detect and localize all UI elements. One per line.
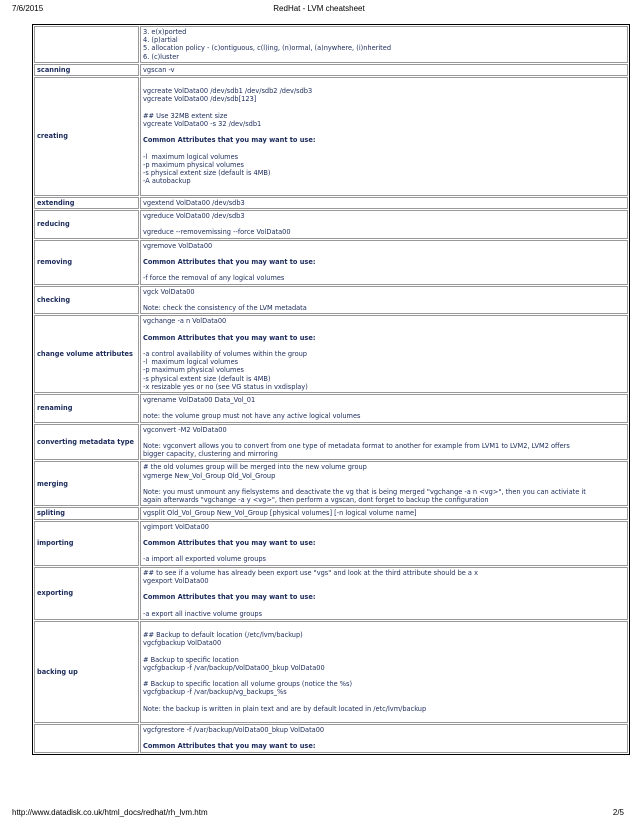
- command-line: 4. (p)artial: [143, 36, 178, 45]
- command-line: vgimport VolData00: [143, 522, 209, 531]
- command-line: vgcreate VolData00 /dev/sdb[123]: [143, 95, 257, 104]
- row-label: scanning: [34, 64, 139, 76]
- command-line: vgcfgbackup -f /var/backup/vg_backups_%s: [143, 688, 287, 697]
- command-line: vgcreate VolData00 /dev/sdb1 /dev/sdb2 /dev/sdb3: [143, 87, 313, 96]
- command-line: Common Attributes that you may want to use:: [143, 333, 316, 342]
- command-line: [143, 480, 625, 488]
- command-line: -x resizable yes or no (see VG status in vxdisplay): [143, 382, 308, 391]
- table-row: [34, 461, 628, 506]
- command-line: -a export all inactive volume groups: [143, 609, 263, 618]
- row-commands: [140, 315, 628, 393]
- table-row: [34, 724, 628, 753]
- command-line: Note: you must unmount any fielsystems and deactivate the vg that is being merged "vgchange -a n <vg>", then you can activiate it: [143, 487, 586, 496]
- command-line: vgreduce --removemissing --force VolData00: [143, 228, 291, 237]
- table-row: [34, 567, 628, 620]
- command-line: ## Use 32MB extent size: [143, 111, 228, 120]
- row-commands: [140, 521, 628, 566]
- command-line: note: the volume group must not have any active logical volumes: [143, 412, 361, 421]
- command-line: [143, 623, 625, 631]
- command-line: [143, 186, 625, 194]
- row-label: merging: [34, 461, 139, 506]
- command-line: [143, 647, 625, 655]
- row-commands: [140, 210, 628, 239]
- command-line: [143, 434, 625, 442]
- command-line: [143, 697, 625, 705]
- table-row: [34, 394, 628, 423]
- page-header: [0, 4, 638, 18]
- command-line: vgck VolData00: [143, 287, 195, 296]
- command-line: 3. e(x)ported: [143, 28, 187, 36]
- row-commands: [140, 240, 628, 285]
- source-url: http://www.datadisk.co.uk/html_docs/redhat/rh_lvm.htm: [12, 808, 208, 817]
- row-label: reducing: [34, 210, 139, 239]
- table-row: [34, 621, 628, 723]
- row-label: exporting: [34, 567, 139, 620]
- row-commands: [140, 507, 628, 519]
- command-line: [143, 601, 625, 609]
- command-line: Common Attributes that you may want to use:: [143, 593, 316, 602]
- command-line: 5. allocation policy - (c)ontiguous, c(l)ing, (n)ormal, (a)nywhere, (i)nherited: [143, 44, 392, 53]
- row-commands: [140, 724, 628, 753]
- command-line: Common Attributes that you may want to use:: [143, 257, 316, 266]
- row-label: spliting: [34, 507, 139, 519]
- row-label: backing up: [34, 621, 139, 723]
- command-line: -l maximum logical volumes: [143, 358, 239, 367]
- table-row: [34, 64, 628, 76]
- command-line: ## Backup to default location (/etc/lvm/backup): [143, 630, 303, 639]
- row-label: extending: [34, 197, 139, 209]
- command-line: [143, 296, 625, 304]
- command-line: [143, 145, 625, 153]
- row-commands: [140, 394, 628, 423]
- command-line: # Backup to specific location all volume groups (notice the %s): [143, 680, 353, 689]
- row-label: [34, 724, 139, 753]
- command-line: vgscan -v: [143, 65, 175, 74]
- command-line: # Backup to specific location: [143, 655, 239, 664]
- command-line: vgremove VolData00: [143, 241, 213, 250]
- row-commands: [140, 197, 628, 209]
- command-line: [143, 672, 625, 680]
- table-row: [34, 521, 628, 566]
- command-line: [143, 585, 625, 593]
- command-line: vgcfgbackup VolData00: [143, 639, 222, 648]
- command-line: -p maximum physical volumes: [143, 160, 244, 169]
- command-line: vgcreate VolData00 -s 32 /dev/sdb1: [143, 120, 262, 128]
- command-line: -s physical extent size (default is 4MB): [143, 374, 271, 383]
- row-label: creating: [34, 77, 139, 196]
- command-line: [143, 104, 625, 112]
- table-row: [34, 424, 628, 461]
- command-line: 6. (c)luster: [143, 52, 179, 61]
- command-line: vgmerge New_Vol_Group Old_Vol_Group: [143, 471, 276, 480]
- command-line: vgconvert -M2 VolData00: [143, 425, 227, 434]
- print-date: 7/6/2015: [12, 4, 44, 13]
- command-line: bigger capacity, clustering and mirroring: [143, 450, 278, 459]
- command-line: Common Attributes that you may want to use:: [143, 742, 316, 751]
- row-commands: [140, 567, 628, 620]
- command-line: Note: vgconvert allows you to convert from one type of metadata format to another for example from LVM1 to LVM2, LVM2 offers: [143, 441, 570, 450]
- table-row: [34, 240, 628, 285]
- command-line: Note: the backup is written in plain text and are by default located in /etc/lvm/backup: [143, 704, 427, 713]
- table-row: [34, 286, 628, 315]
- command-line: -s physical extent size (default is 4MB): [143, 169, 271, 178]
- command-line: ## to see if a volume has already been export use "vgs" and look at the third attribute should be a x: [143, 568, 478, 577]
- command-line: # the old volumes group will be merged into the new volume group: [143, 463, 367, 472]
- table-row: [34, 507, 628, 519]
- row-commands: [140, 64, 628, 76]
- command-line: [143, 325, 625, 333]
- page-number: 2/5: [612, 808, 624, 817]
- command-line: vgreduce VolData00 /dev/sdb3: [143, 211, 245, 220]
- row-commands: [140, 461, 628, 506]
- command-line: [143, 531, 625, 539]
- command-line: -f force the removal of any logical volumes: [143, 274, 285, 283]
- command-line: vgcfgrestore -f /var/backup/VolData00_bkup VolData00: [143, 726, 325, 735]
- command-line: -a control availability of volumes within the group: [143, 349, 307, 358]
- row-commands: [140, 286, 628, 315]
- command-line: [143, 734, 625, 742]
- lvm-command-table: [32, 24, 630, 755]
- row-commands: [140, 77, 628, 196]
- command-line: Common Attributes that you may want to use:: [143, 136, 316, 145]
- table-row: [34, 210, 628, 239]
- table-row: [34, 197, 628, 209]
- command-line: [143, 547, 625, 555]
- command-line: vgextend VolData00 /dev/sdb3: [143, 198, 245, 207]
- command-line: vgexport VolData00: [143, 576, 209, 585]
- command-line: [143, 342, 625, 350]
- command-line: -l maximum logical volumes: [143, 152, 239, 161]
- command-line: again afterwards "vgchange -a y <vg>", then perform a vgscan, dont forget to backup the configuration: [143, 496, 489, 505]
- command-line: vgchange -a n VolData00: [143, 317, 227, 326]
- command-line: [143, 79, 625, 87]
- row-label: importing: [34, 521, 139, 566]
- command-line: vgsplit Old_Vol_Group New_Vol_Group [physical volumes] [-n logical volume name]: [143, 509, 417, 518]
- command-line: -p maximum physical volumes: [143, 366, 244, 375]
- command-line: [143, 128, 625, 136]
- document-title: RedHat - LVM cheatsheet: [273, 4, 365, 13]
- row-label: checking: [34, 286, 139, 315]
- command-line: [143, 404, 625, 412]
- table-row: [34, 26, 628, 63]
- row-commands: [140, 424, 628, 461]
- row-label: removing: [34, 240, 139, 285]
- command-line: Note: check the consistency of the LVM metadata: [143, 303, 307, 312]
- command-line: [143, 250, 625, 258]
- row-label: renaming: [34, 394, 139, 423]
- command-line: -A autobackup: [143, 177, 191, 186]
- command-line: vgrename VolData00 Data_Vol_01: [143, 395, 256, 404]
- command-line: vgcfgbackup -f /var/backup/VolData00_bkup VolData00: [143, 663, 325, 672]
- row-commands: [140, 621, 628, 723]
- table-row: [34, 77, 628, 196]
- command-line: Common Attributes that you may want to use:: [143, 538, 316, 547]
- command-line: [143, 220, 625, 228]
- table-row: [34, 315, 628, 393]
- command-line: [143, 266, 625, 274]
- command-line: [143, 713, 625, 721]
- row-label: [34, 26, 139, 63]
- row-commands: [140, 26, 628, 63]
- row-label: change volume attributes: [34, 315, 139, 393]
- command-line: -a import all exported volume groups: [143, 555, 266, 564]
- row-label: converting metadata type: [34, 424, 139, 461]
